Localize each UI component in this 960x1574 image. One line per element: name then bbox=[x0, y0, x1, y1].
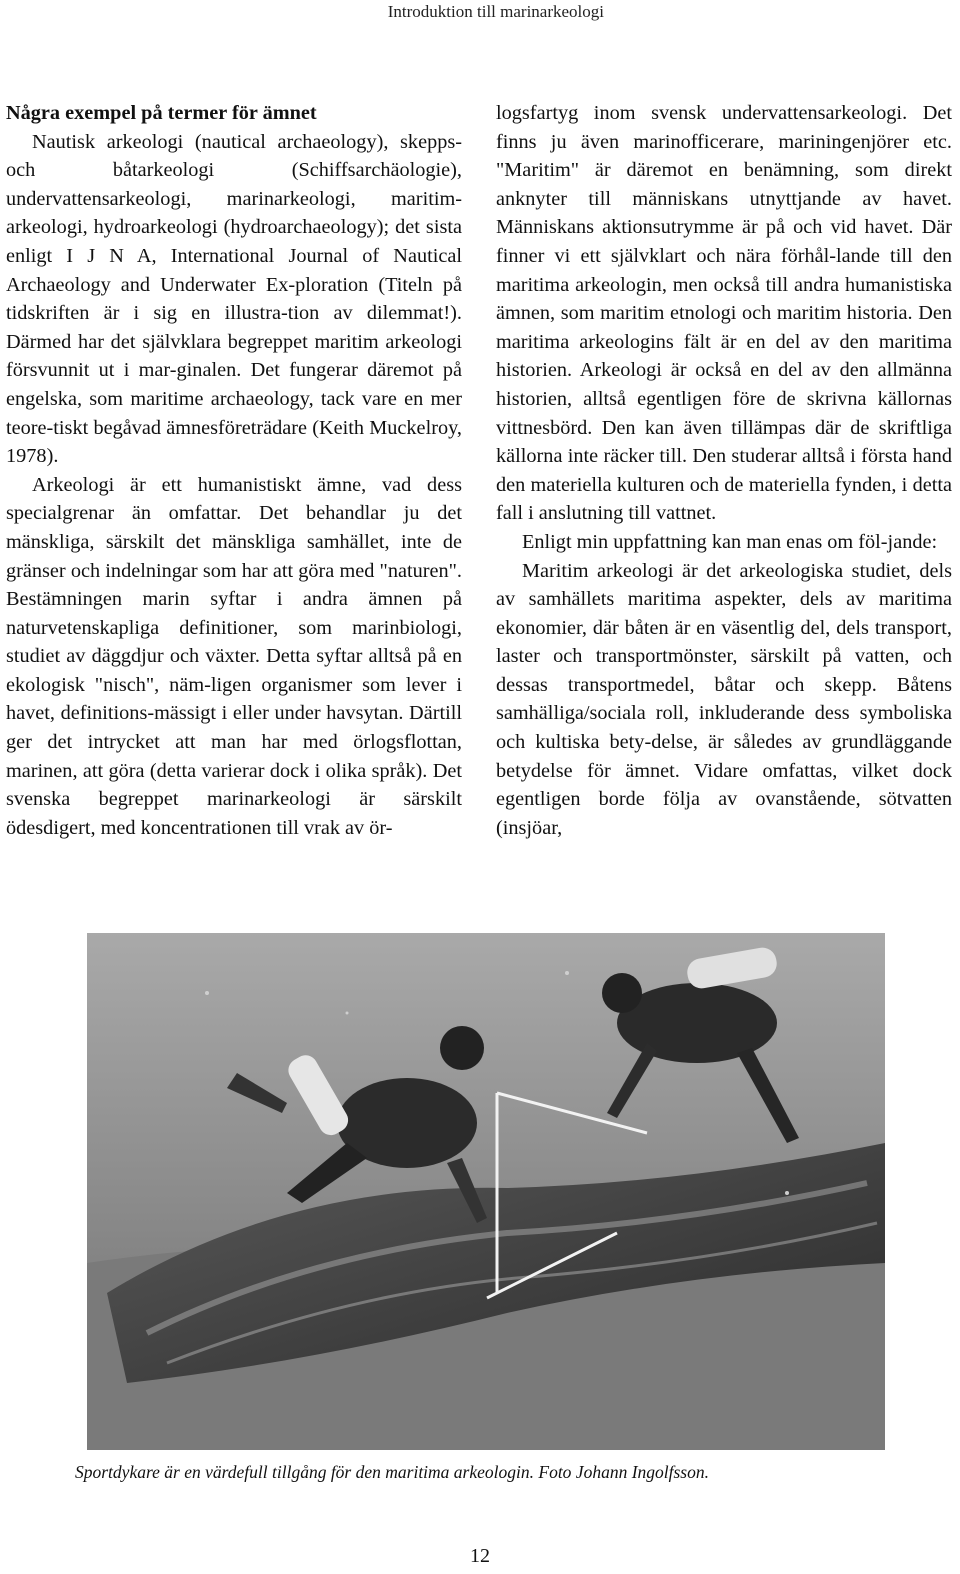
left-paragraph-1: Nautisk arkeologi (nautical archaeology), skepps- och båtarkeologi (Schiffsarchäologie), undervattensarkeologi, marinarkeologi, maritim-arkeologi, hydroarkeologi (hydroarchaeology); det sista enligt I J N A, International Journal of Nautical Archaeology and Underwater Ex-ploration (Titeln på tidskriften är i sig en illustra-tion av dilemmat!). Därmed har det självklara begreppet maritim arkeologi försvunnit ut i mar-ginalen. Det fungerar däremot på engelska, som maritime archaeology, tack vare en mer teore-tiskt begåvad ämnesföreträdare (Keith Muckelroy, 1978). bbox=[6, 130, 462, 468]
left-column bbox=[6, 99, 462, 842]
left-paragraph-2: Arkeologi är ett humanistiskt ämne, vad dess specialgrenar än omfattar. Det behandlar ju det mänskliga, särskilt det mänskliga samhället, inte de gränser och indelningar som har att göra med "naturen". Bestämningen marin syftar i andra ämnen på naturvetenskapliga definitioner, som marinbiologi, studiet av däggdjur och växter. Detta syftar alltså på en ekologisk "nisch", näm-ligen organismer som lever i havet, definitions-mässigt i eller under havsytan. Därtill ger det intrycket att man har med örlogsflottan, marinen, att göra (detta varierar dock i olika språk). Det svenska begreppet marinarkeologi är särskilt ödesdigert, med koncentrationen till vrak av ör- bbox=[6, 473, 462, 839]
page-number: 12 bbox=[470, 1545, 490, 1567]
right-paragraph-1: logsfartyg inom svensk undervattensarkeologi. Det finns ju även marinofficerare, mariningenjörer etc. "Maritim" är däremot en benämning, som direkt anknyter till människans utnyttjande av havet. Människans aktionsutrymme är på och vid havet. Där finner vi ett självklart och nära förhål-lande till den maritima arkeologin, men också till andra humanistiska ämnen, som maritim etnologi och maritim historia. Den maritima arkeologins fält är en del av den maritima historien. Arkeologi är också en del av den allmänna historien, alltså egentligen före de skrivna källornas vittnesbörd. Den kan även tillämpas där de skriftliga källorna inte räcker till. Den studerar alltså i första hand den materiella kulturen och de materiella fynden, i detta fall i anslutning till vattnet. bbox=[496, 102, 952, 525]
diver-photo-illustration bbox=[87, 933, 885, 1450]
right-column bbox=[496, 99, 952, 842]
right-paragraph-2: Enligt min uppfattning kan man enas om föl-jande: bbox=[522, 530, 938, 553]
figure-caption: Sportdykare är en värdefull tillgång för den maritima arkeologin. Foto Johann Ingolfsson. bbox=[75, 1462, 709, 1482]
right-paragraph-3: Maritim arkeologi är det arkeologiska studiet, dels av samhällets maritima aspekter, dels av maritima ekonomier, där båten är en väsentlig del, dels transport, laster och transportmönster, särskilt på vatten, och dessas transportmedel, båtar och skepp. Båtens samhälliga/sociala roll, inkluderande dess symboliska och kultiska bety-delse, är således av grundläggande betydelse för ämnet. Vidare omfattas, vilket dock egentligen borde följa av ovanstående, sötvatten (insjöar, bbox=[496, 559, 952, 839]
diver-photo bbox=[87, 933, 885, 1450]
running-head: Introduktion till marinarkeologi bbox=[387, 2, 604, 21]
section-heading: Några exempel på termer för ämnet bbox=[6, 102, 317, 124]
